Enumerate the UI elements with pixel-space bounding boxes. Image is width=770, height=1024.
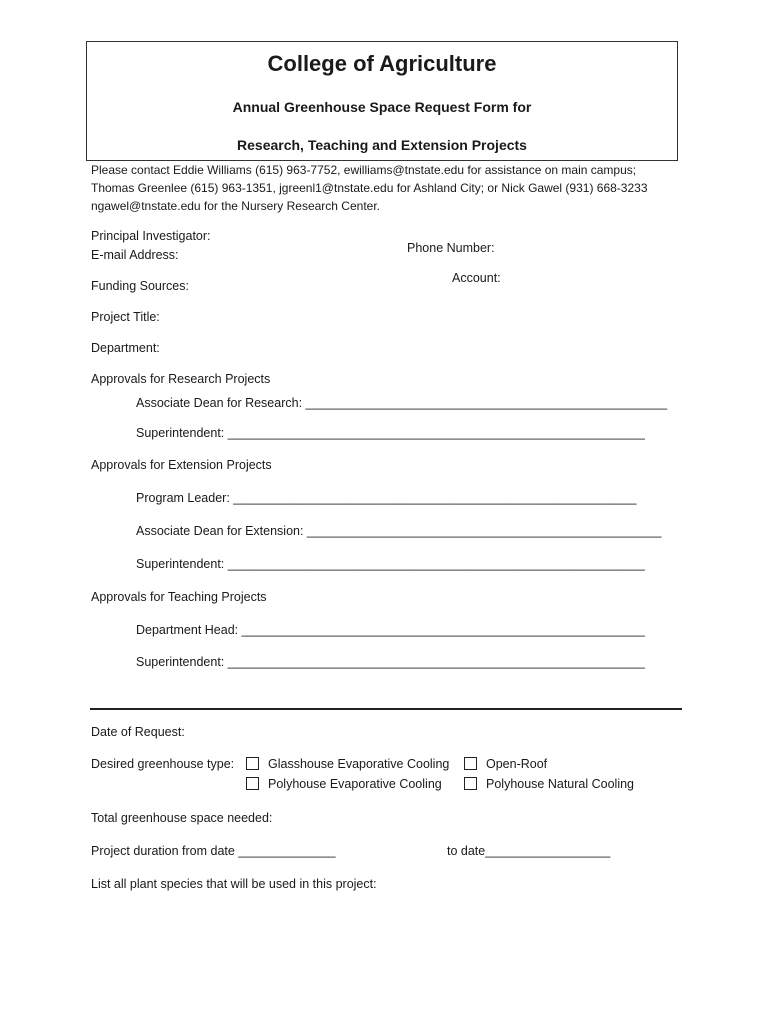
glasshouse-evaporative-checkbox[interactable] [246, 757, 259, 770]
form-subtitle-projects: Research, Teaching and Extension Projects [237, 137, 527, 153]
open-roof-label: Open-Roof [486, 757, 548, 771]
contact-line-1: Please contact Eddie Williams (615) 963-7752, ewilliams@tnstate.edu for assistance on main campus; [91, 163, 637, 177]
form-header [86, 41, 678, 161]
research-approvals-heading: Approvals for Research Projects [91, 372, 271, 386]
teaching-approvals-heading: Approvals for Teaching Projects [91, 590, 267, 604]
department-label: Department: [91, 341, 160, 355]
college-title: College of Agriculture [267, 51, 497, 76]
funding-label: Funding Sources: [91, 279, 189, 293]
contact-line-3: ngawel@tnstate.edu for the Nursery Research Center. [91, 199, 380, 213]
polyhouse-evaporative-label: Polyhouse Evaporative Cooling [268, 777, 442, 791]
project-title-label: Project Title: [91, 310, 160, 324]
research-superintendent-signature[interactable]: Superintendent: ____________________________________________________________ [136, 426, 645, 440]
email-label: E-mail Address: [91, 248, 179, 262]
duration-to-field[interactable]: to date__________________ [447, 844, 611, 858]
extension-approvals-heading: Approvals for Extension Projects [91, 458, 272, 472]
section-divider [90, 708, 682, 710]
total-space-label: Total greenhouse space needed: [91, 811, 273, 825]
account-label: Account: [452, 271, 501, 285]
extension-program-leader-signature[interactable]: Program Leader: __________________________________________________________ [136, 491, 637, 505]
open-roof-checkbox[interactable] [464, 757, 477, 770]
contact-line-2: Thomas Greenlee (615) 963-1351, jgreenl1@tnstate.edu for Ashland City; or Nick Gawel (931) 668-3233 [91, 181, 648, 195]
form-subtitle: Annual Greenhouse Space Request Form for [232, 99, 532, 115]
greenhouse-type-label: Desired greenhouse type: [91, 757, 235, 771]
polyhouse-natural-label: Polyhouse Natural Cooling [486, 777, 635, 791]
contact-info [91, 161, 691, 215]
polyhouse-natural-checkbox[interactable] [464, 777, 477, 790]
extension-assoc-dean-signature[interactable]: Associate Dean for Extension: ___________________________________________________ [136, 524, 662, 538]
teaching-superintendent-signature[interactable]: Superintendent: ____________________________________________________________ [136, 655, 645, 669]
teaching-dept-head-signature[interactable]: Department Head: __________________________________________________________ [136, 623, 645, 637]
phone-label: Phone Number: [407, 241, 495, 255]
duration-from-field[interactable]: Project duration from date ______________ [91, 844, 336, 858]
plant-species-label: List all plant species that will be used in this project: [91, 877, 377, 891]
research-assoc-dean-signature[interactable]: Associate Dean for Research: ____________________________________________________ [136, 396, 668, 410]
glasshouse-evaporative-label: Glasshouse Evaporative Cooling [268, 757, 450, 771]
polyhouse-evaporative-checkbox[interactable] [246, 777, 259, 790]
date-of-request-label: Date of Request: [91, 725, 185, 739]
extension-superintendent-signature[interactable]: Superintendent: ____________________________________________________________ [136, 557, 645, 571]
principal-investigator-label: Principal Investigator: [91, 229, 211, 243]
